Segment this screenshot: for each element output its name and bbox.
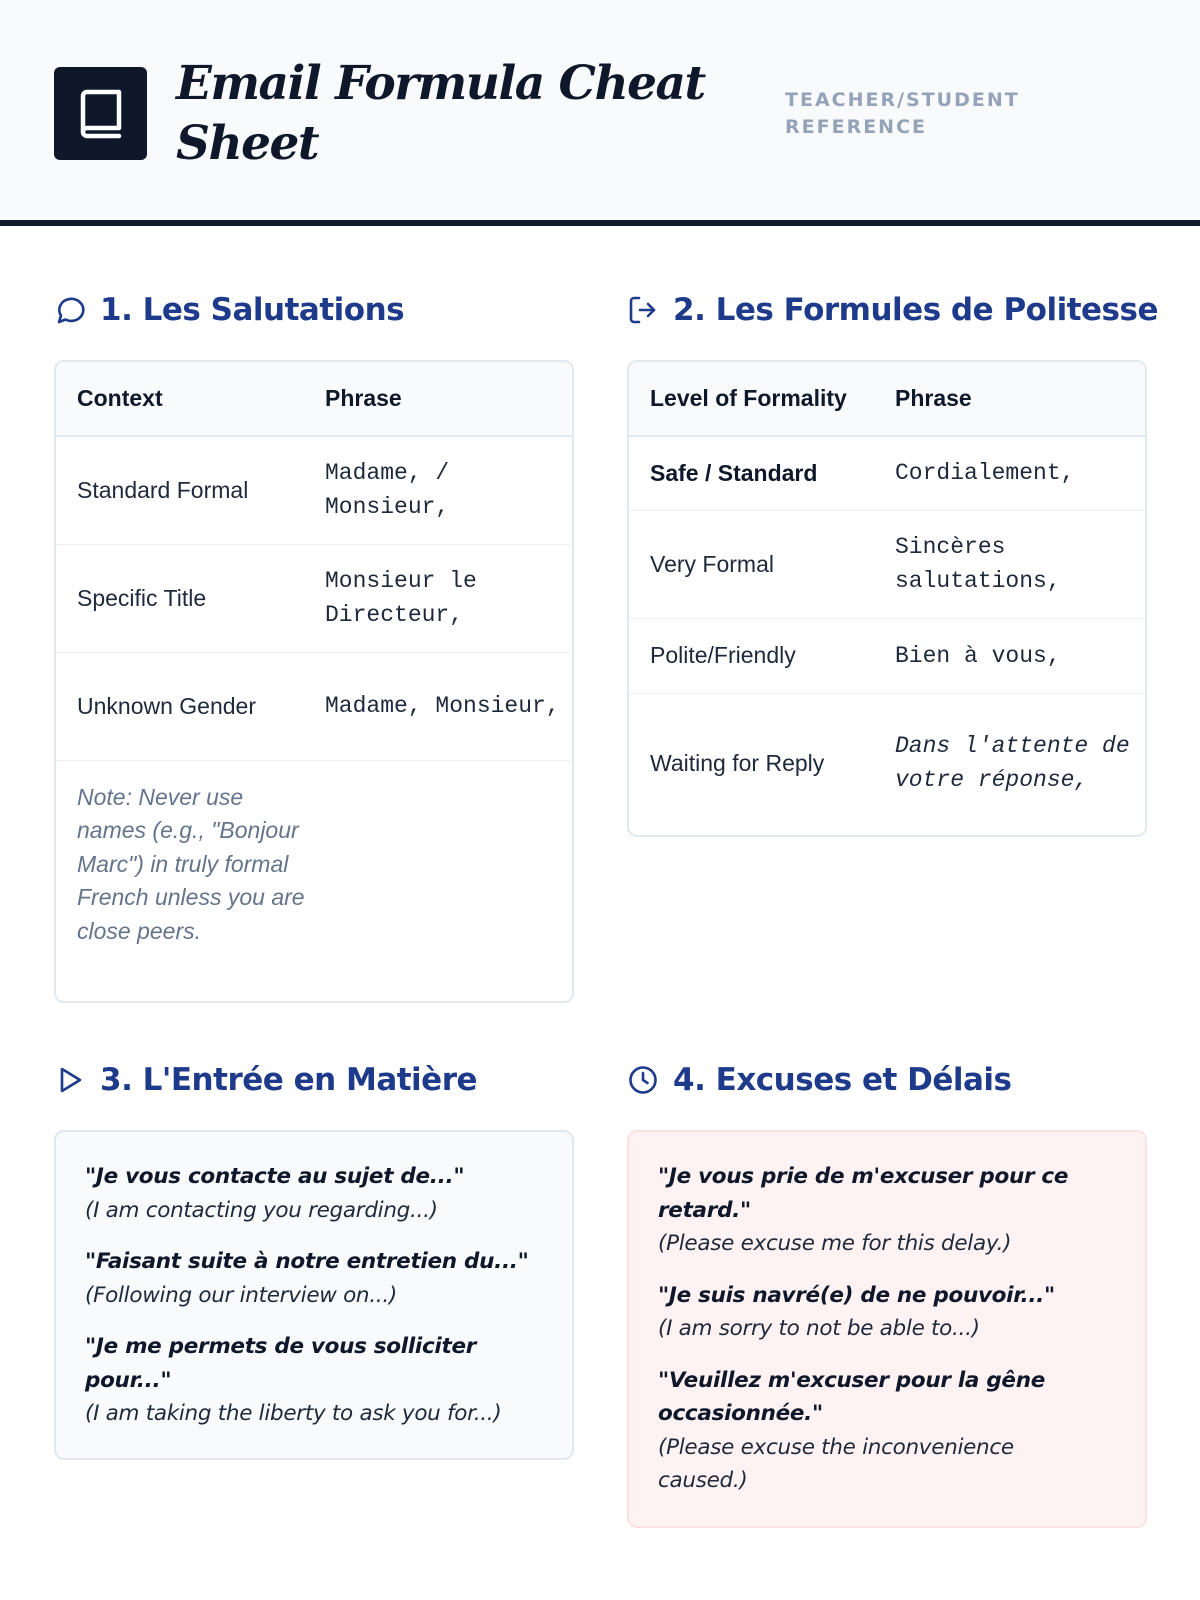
page-title: Email Formula Cheat Sheet <box>176 56 705 171</box>
book-icon <box>78 88 124 140</box>
english-translation: (I am contacting you regarding...) <box>85 1197 438 1223</box>
level-cell: Waiting for Reply <box>650 749 825 776</box>
page-header <box>0 0 1200 226</box>
level-cell: Very Formal <box>629 510 887 618</box>
chat-bubble-icon <box>54 294 86 326</box>
phrase-cell: Dans l'attente de votre réponse, <box>895 733 1130 794</box>
clock-icon <box>627 1064 659 1096</box>
context-cell: Standard Formal <box>56 436 317 544</box>
salutations-note: Note: Never use names (e.g., "Bonjour Marc") in truly formal French unless you are close peers. <box>77 783 305 944</box>
politesse-table <box>629 362 1145 833</box>
phrase-item <box>658 1364 1117 1498</box>
note-cell <box>56 760 317 968</box>
table-row <box>56 544 572 652</box>
phrase-item <box>85 1330 544 1431</box>
table-row <box>629 618 1145 693</box>
english-translation: (I am taking the liberty to ask you for...) <box>85 1401 502 1426</box>
salutations-table <box>56 362 572 968</box>
page-subtitle: TEACHER/STUDENT REFERENCE <box>785 89 1020 138</box>
column-header-phrase: Phrase <box>317 362 572 436</box>
french-phrase: "Je me permets de vous solliciter pour..." <box>85 1334 477 1393</box>
phrase-item <box>658 1160 1117 1261</box>
section-excuses-heading <box>627 1060 1012 1100</box>
section-politesse-heading <box>627 290 1158 330</box>
empty-cell <box>317 760 572 968</box>
logo <box>54 67 147 160</box>
french-phrase: "Je suis navré(e) de ne pouvoir..." <box>658 1282 1055 1308</box>
english-translation: (I am sorry to not be able to...) <box>658 1316 980 1341</box>
salutations-table-card <box>54 360 574 1003</box>
section-title: 3. L'Entrée en Matière <box>100 1062 478 1098</box>
phrase-cell: Cordialement, <box>887 436 1145 510</box>
column-header-context: Context <box>56 362 317 436</box>
section-title: 2. Les Formules de Politesse <box>673 292 1158 328</box>
english-translation: (Please excuse me for this delay.) <box>658 1231 1012 1256</box>
entree-card <box>54 1130 574 1460</box>
table-row <box>629 693 1145 833</box>
level-cell: Safe / Standard <box>629 436 887 510</box>
french-phrase: "Je vous contacte au sujet de..." <box>85 1164 465 1189</box>
table-row <box>629 436 1145 510</box>
column-header-phrase: Phrase <box>887 362 1145 436</box>
log-out-icon <box>627 294 659 326</box>
table-header-row <box>56 362 572 436</box>
context-cell: Specific Title <box>56 544 317 652</box>
english-translation: (Following our interview on...) <box>85 1282 397 1308</box>
phrase-item <box>658 1279 1117 1346</box>
politesse-table-card <box>627 360 1147 837</box>
phrase-cell: Madame, / Monsieur, <box>317 436 572 544</box>
context-cell: Unknown Gender <box>56 652 317 760</box>
table-row <box>629 510 1145 618</box>
french-phrase: "Veuillez m'excuser pour la gêne occasionnée." <box>658 1367 1045 1426</box>
section-entree-heading <box>54 1060 477 1100</box>
table-row-note <box>56 760 572 968</box>
french-phrase: "Faisant suite à notre entretien du..." <box>85 1249 529 1274</box>
table-row <box>56 436 572 544</box>
phrase-item <box>85 1160 544 1227</box>
phrase-cell: Monsieur le Directeur, <box>317 544 572 652</box>
english-translation: (Please excuse the inconvenience caused.) <box>658 1434 1014 1493</box>
excuses-card <box>627 1130 1147 1528</box>
phrase-cell: Madame, Monsieur, <box>317 652 572 760</box>
french-phrase: "Je vous prie de m'excuser pour ce retard." <box>658 1164 1069 1223</box>
section-salutations-heading <box>54 290 404 330</box>
section-title: 4. Excuses et Délais <box>673 1062 1012 1098</box>
column-header-level: Level of Formality <box>629 362 887 436</box>
phrase-cell: Sincères salutations, <box>887 510 1145 618</box>
phrase-item <box>85 1245 544 1312</box>
play-icon <box>54 1064 86 1096</box>
table-row <box>56 652 572 760</box>
section-title: 1. Les Salutations <box>100 292 405 328</box>
level-cell: Polite/Friendly <box>629 618 887 693</box>
phrase-cell: Bien à vous, <box>887 618 1145 693</box>
table-header-row <box>629 362 1145 436</box>
